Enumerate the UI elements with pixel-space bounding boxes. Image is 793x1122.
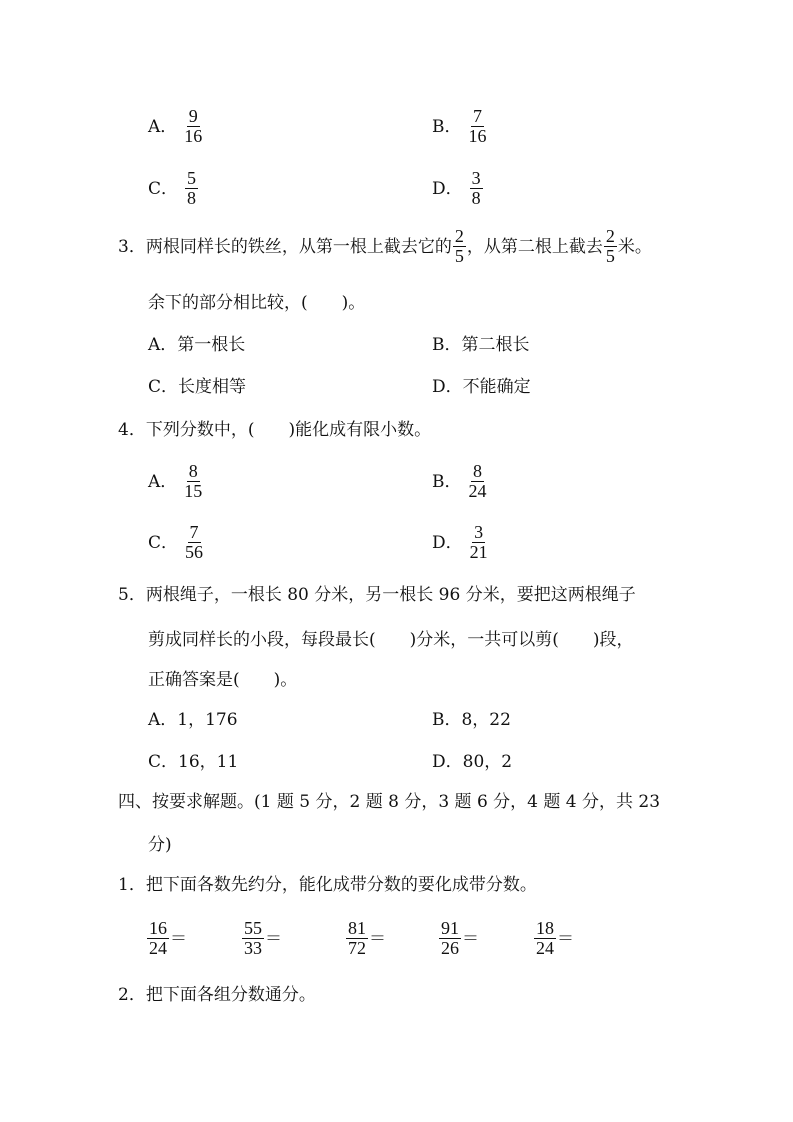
fraction <box>604 227 617 266</box>
option-label: C． <box>148 532 179 553</box>
problem-2-stem: 2．把下面各组分数通分。 <box>118 985 316 1005</box>
option-c <box>148 523 204 562</box>
numerator: 3 <box>474 522 484 542</box>
fraction <box>470 523 488 562</box>
option-d: D．80，2 <box>432 752 513 772</box>
text: 3．两根同样长的铁丝，从第一根上截去它的 <box>118 236 452 257</box>
question-4-stem: 4．下列分数中，( )能化成有限小数。 <box>118 420 432 440</box>
question-3-line2: 余下的部分相比较，( )。 <box>148 293 366 313</box>
fraction <box>453 227 466 266</box>
denominator: 5 <box>605 246 615 266</box>
option-label: C． <box>148 178 179 199</box>
fraction-item <box>533 919 574 958</box>
option-a <box>148 107 203 146</box>
option-c: C．16，11 <box>148 752 239 772</box>
option-b <box>432 107 488 146</box>
question-5-line3: 正确答案是( )。 <box>148 670 298 690</box>
option-c: C．长度相等 <box>148 377 247 397</box>
denominator: 24 <box>468 481 487 501</box>
section-title-cont: 分) <box>148 835 172 855</box>
fraction <box>147 919 169 958</box>
fraction-item <box>241 919 282 958</box>
equals-sign: ＝ <box>462 928 479 949</box>
option-label: D． <box>432 178 463 199</box>
fraction <box>184 107 202 146</box>
numerator: 2 <box>605 226 615 246</box>
fraction <box>469 107 487 146</box>
denominator: 33 <box>244 938 262 958</box>
denominator: 15 <box>184 481 203 501</box>
option-b: B．第二根长 <box>432 335 530 355</box>
numerator: 91 <box>441 918 459 938</box>
fraction <box>185 169 198 208</box>
numerator: 7 <box>473 106 482 126</box>
question-5-line2: 剪成同样长的小段，每段最长( )分米，一共可以剪( )段， <box>148 630 634 650</box>
text: ，从第二根上截去 <box>466 236 603 257</box>
numerator: 16 <box>149 918 167 938</box>
denominator: 16 <box>468 126 487 146</box>
numerator: 2 <box>454 226 464 246</box>
option-a: A．第一根长 <box>148 335 246 355</box>
denominator: 24 <box>149 938 167 958</box>
problem-1-stem: 1．把下面各数先约分，能化成带分数的要化成带分数。 <box>118 875 537 895</box>
fraction <box>184 462 202 501</box>
numerator: 81 <box>348 918 366 938</box>
option-label: B． <box>432 116 462 137</box>
denominator: 72 <box>348 938 366 958</box>
equals-sign: ＝ <box>265 928 282 949</box>
equals-sign: ＝ <box>170 928 187 949</box>
numerator: 9 <box>188 106 198 126</box>
option-b: B．8，22 <box>432 710 511 730</box>
equals-sign: ＝ <box>557 928 574 949</box>
denominator: 56 <box>185 542 204 562</box>
numerator: 7 <box>189 522 199 542</box>
denominator: 21 <box>469 542 488 562</box>
option-a <box>148 462 203 501</box>
option-label: B． <box>432 471 462 492</box>
fraction <box>439 919 461 958</box>
fraction <box>185 523 203 562</box>
option-c <box>148 169 199 208</box>
fraction <box>534 919 556 958</box>
question-3-stem <box>118 227 652 266</box>
denominator: 24 <box>536 938 554 958</box>
fraction-item <box>345 919 386 958</box>
numerator: 5 <box>187 168 197 188</box>
fraction-item <box>438 919 479 958</box>
option-d: D．不能确定 <box>432 377 531 397</box>
text: 米。 <box>617 236 652 257</box>
option-d <box>432 523 489 562</box>
option-d <box>432 169 484 208</box>
fraction-item <box>146 919 187 958</box>
denominator: 8 <box>471 188 481 208</box>
numerator: 3 <box>471 168 481 188</box>
numerator: 18 <box>536 918 554 938</box>
denominator: 8 <box>187 188 197 208</box>
numerator: 8 <box>188 461 198 481</box>
section-title: 四、按要求解题。(1 题 5 分，2 题 8 分，3 题 6 分，4 题 4 分，共 23 <box>118 792 661 812</box>
fraction <box>469 462 487 501</box>
numerator: 55 <box>244 918 262 938</box>
denominator: 26 <box>441 938 459 958</box>
question-5-line1: 5．两根绳子，一根长 80 分米，另一根长 96 分米，要把这两根绳子 <box>118 585 636 605</box>
option-label: A． <box>148 471 178 492</box>
denominator: 16 <box>184 126 203 146</box>
denominator: 5 <box>454 246 464 266</box>
numerator: 8 <box>473 461 482 481</box>
fraction <box>346 919 368 958</box>
option-b <box>432 462 488 501</box>
equals-sign: ＝ <box>369 928 386 949</box>
fraction <box>470 169 483 208</box>
option-label: A． <box>148 116 178 137</box>
option-label: D． <box>432 532 463 553</box>
fraction <box>242 919 264 958</box>
option-a: A．1，176 <box>148 710 238 730</box>
